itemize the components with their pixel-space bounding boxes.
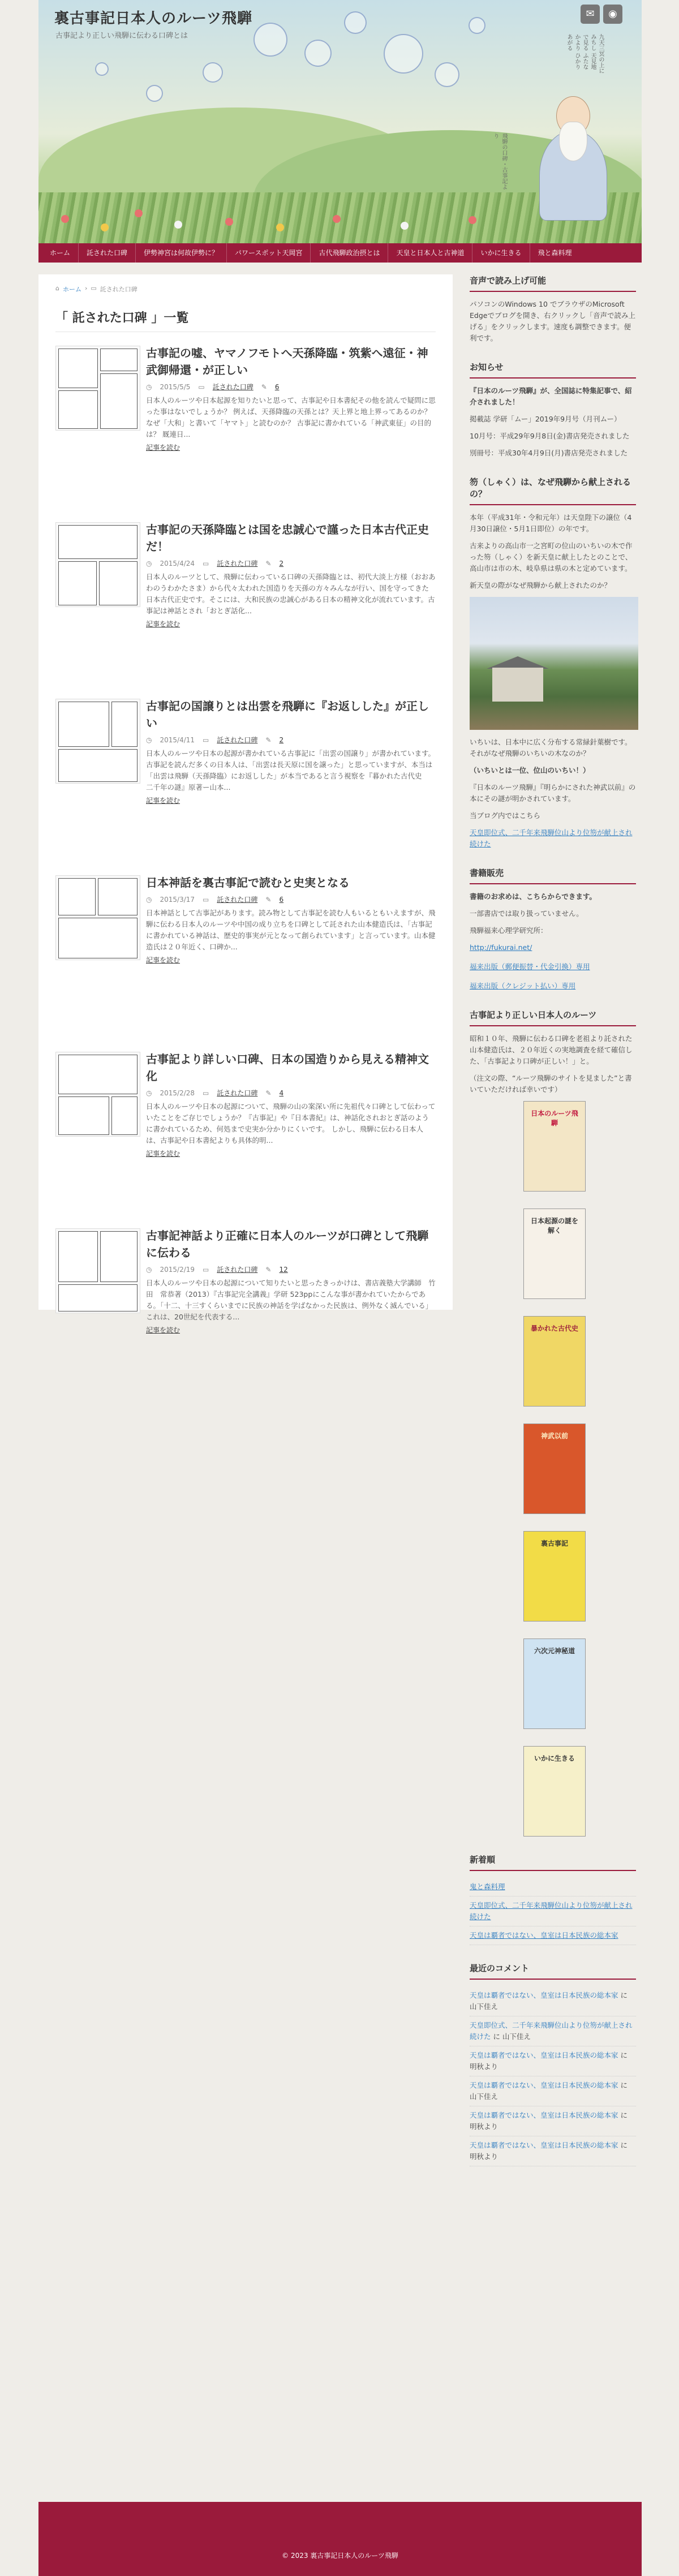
nav-item-emperor[interactable]: 天皇と日本人と古神道 bbox=[388, 243, 472, 263]
widget-text-red: （いちいとは一位、位山のいちい！） bbox=[470, 766, 590, 775]
news-item: 10月号：平成29年9月8日(金)書店発売されました bbox=[470, 432, 630, 440]
post-body bbox=[146, 1051, 436, 1158]
comment-item: 天皇は覇者ではない、皇室は日本民族の総本家 に 明秋より bbox=[470, 2136, 636, 2166]
comment-icon: ✎ bbox=[261, 382, 267, 391]
clock-icon: ◷ bbox=[146, 559, 152, 567]
post-meta bbox=[146, 735, 436, 745]
archive-title: 「 託された口碑 」一覧 bbox=[55, 308, 436, 332]
post-body bbox=[146, 1227, 436, 1335]
books-org: 飛騨福来心理学研究所： bbox=[470, 926, 548, 935]
post-title[interactable]: 日本神話を裏古事記で読むと史実となる bbox=[146, 876, 350, 889]
post-item bbox=[55, 521, 436, 685]
widget-text: パソコンのWindows 10 でブラウザのMicrosoft Edgeでブログを開き、右クリックし「音声で読み上げる」をクリックします。速度も調整できます。便利です。 bbox=[470, 300, 635, 342]
post-comments[interactable]: 2 bbox=[279, 559, 284, 567]
post-comments[interactable]: 6 bbox=[274, 382, 280, 391]
post-excerpt: 日本神話として古事記があります。読み物として古事記を読む人もいるともいえますが、飛騨に伝わる日本人のルーツや中国の成り立ちを口碑として託された山本健造氏は、「古事記に書かれている神話は、歴史的事実が元となって創られています」と言っています。山本健造氏は２０年近く、口碑か... bbox=[146, 909, 436, 951]
comment-author: 山下佳え bbox=[470, 2092, 498, 2101]
comment-post-link[interactable]: 天皇は覇者ではない、皇室は日本民族の総本家 bbox=[470, 2141, 618, 2149]
folder-icon: ▭ bbox=[198, 382, 205, 391]
folder-icon: ▭ bbox=[203, 559, 209, 567]
post-comments[interactable]: 4 bbox=[279, 1089, 284, 1097]
manga-panel bbox=[111, 1096, 137, 1135]
footer-copyright: © 2023 裏古事記日本人のルーツ飛騨 bbox=[282, 2552, 398, 2560]
header-flower bbox=[276, 223, 284, 231]
post-item bbox=[55, 345, 436, 509]
post-date: 2015/2/28 bbox=[160, 1089, 195, 1097]
post-title[interactable]: 古事記神話より正確に日本人のルーツが口碑として飛騨に伝わる bbox=[146, 1229, 429, 1259]
post-date: 2015/3/17 bbox=[160, 895, 195, 904]
folder-icon: ▭ bbox=[203, 736, 209, 744]
nav-item-kouhi[interactable]: 託された口碑 bbox=[79, 243, 136, 263]
recent-post-link[interactable]: 天皇は覇者ではない、皇室は日本民族の総本家 bbox=[470, 1926, 636, 1945]
book-title: 神武以前 bbox=[540, 1432, 568, 1440]
header-flower bbox=[101, 223, 109, 231]
order-postal-link[interactable]: 福来出版（郵便振替・代金引換）専用 bbox=[470, 962, 590, 971]
post-excerpt: 日本人のルーツや日本の起源について、飛騨の山の案深い所に先祖代々口碑として伝わっていたことをご存じでしょうか？『古事記』や『日本書紀』は、神話化されおとぎ話のように書かれているため、何処まで史実か分かりにくいです。 しかし、飛騨に伝わる日本人は、古事記や日本書紀よりも具体的明... bbox=[146, 1102, 436, 1145]
comment-icon: ✎ bbox=[265, 559, 272, 567]
nav-item-howtolive[interactable]: いかに生きる bbox=[472, 243, 530, 263]
manga-panel bbox=[58, 1096, 109, 1135]
sidebar bbox=[464, 274, 642, 2464]
nav-item-cuisine[interactable]: 飛と森料理 bbox=[538, 249, 572, 257]
fukurai-url-link[interactable]: http://fukurai.net/ bbox=[470, 943, 532, 952]
clock-icon: ◷ bbox=[146, 382, 152, 391]
header-flower bbox=[61, 215, 69, 223]
header-bubble bbox=[203, 62, 223, 83]
widget-recent bbox=[470, 1853, 636, 1945]
post-category[interactable]: 託された口碑 bbox=[217, 1266, 258, 1274]
post-title[interactable]: 古事記の嘘、ヤマノフモトへ天孫降臨・筑紫へ遠征・神武御帰還・が正しい bbox=[146, 346, 428, 377]
book-title: 日本のルーツ飛騨 bbox=[531, 1109, 578, 1127]
clock-icon: ◷ bbox=[146, 736, 152, 744]
site-footer bbox=[38, 2502, 642, 2576]
book-cover[interactable] bbox=[523, 1101, 586, 1192]
manga-panel bbox=[100, 1231, 137, 1282]
widget-title: 古事記より正しい日本人のルーツ bbox=[470, 1009, 636, 1026]
manga-panel bbox=[58, 349, 98, 388]
comment-item: 天皇は覇者ではない、皇室は日本民族の総本家 に 山下佳え bbox=[470, 2076, 636, 2106]
site-title[interactable]: 裏古事記日本人のルーツ飛騨 bbox=[54, 10, 252, 27]
header-bubble bbox=[344, 11, 367, 34]
book-cover[interactable] bbox=[523, 1424, 586, 1514]
widget-text: 本年（平成31年・令和元年）は天皇陛下の譲位（4月30日譲位・5月1日即位）の年です。 bbox=[470, 513, 632, 533]
book-title: 暴かれた古代史 bbox=[530, 1324, 578, 1332]
recent-post-link[interactable]: 天皇即位式、二千年来飛騨位山より位笏が献上され続けた bbox=[470, 1896, 636, 1926]
shaku-link[interactable]: 天皇即位式、二千年来飛騨位山より位笏が献上され続けた bbox=[470, 828, 633, 848]
site-description: 古事記より正しい飛騨に伝わる口碑とは bbox=[55, 32, 188, 40]
comment-author: 明秋より bbox=[470, 2062, 498, 2071]
clock-icon: ◷ bbox=[146, 895, 152, 904]
books-lead: 書籍のお求めは、こちらからできます。 bbox=[470, 892, 596, 901]
comment-author: 明秋より bbox=[470, 2152, 498, 2161]
nav-item-powerspot[interactable]: パワースポット天岡宮 bbox=[227, 243, 311, 263]
clock-icon: ◷ bbox=[146, 1089, 152, 1097]
comment-icon: ✎ bbox=[265, 736, 272, 744]
widget-text: 昭和１０年、飛騨に伝わる口碑を老祖より託された山本健造氏は、２０年近くの実地調査を経て確信した、「古事記より口碑が正しい！」と。 bbox=[470, 1034, 633, 1065]
comment-item: 天皇即位式、二千年来飛騨位山より位笏が献上され続けた に 山下佳え bbox=[470, 2016, 636, 2046]
post-thumbnail[interactable] bbox=[55, 1228, 140, 1313]
comment-post-link[interactable]: 天皇は覇者ではない、皇室は日本民族の総本家 bbox=[470, 2111, 618, 2119]
post-comments[interactable]: 2 bbox=[279, 736, 284, 744]
book-cover[interactable] bbox=[523, 1639, 586, 1729]
comment-post-link[interactable]: 天皇は覇者ではない、皇室は日本民族の総本家 bbox=[470, 2051, 618, 2059]
news-item: 掲載誌 学研「ムー」2019年9月号（月刊ムー） bbox=[470, 415, 621, 423]
manga-panel bbox=[58, 1284, 137, 1311]
header-flower bbox=[401, 222, 409, 230]
post-body bbox=[146, 698, 436, 805]
book-title: いかに生きる bbox=[534, 1754, 575, 1762]
comment-author: 山下佳え bbox=[502, 2032, 531, 2041]
post-thumbnail[interactable] bbox=[55, 522, 140, 607]
manga-panel bbox=[58, 749, 137, 782]
manga-panel bbox=[58, 1055, 137, 1094]
header-bubble bbox=[146, 85, 163, 102]
widget-shaku bbox=[470, 476, 636, 850]
widget-text: いちいは、日本中に広く分布する常緑針葉樹です。それがなぜ飛騨のいちいの木なのか？ bbox=[470, 738, 632, 758]
widget-books-sale bbox=[470, 867, 636, 992]
widget-title: お知らせ bbox=[470, 361, 636, 379]
comment-post-link[interactable]: 天皇は覇者ではない、皇室は日本民族の総本家 bbox=[470, 2081, 618, 2089]
manga-panel bbox=[100, 373, 137, 429]
manga-panel bbox=[100, 349, 137, 371]
manga-panel bbox=[98, 878, 137, 915]
book-cover[interactable] bbox=[523, 1316, 586, 1407]
header-vertical-text: 九天三冥の上にみちし 天見地で見る ふたなかより ひかりあがる bbox=[566, 34, 604, 74]
header-bubble bbox=[469, 17, 485, 34]
post-thumbnail[interactable] bbox=[55, 875, 140, 960]
news-item: 別冊号：平成30年4月9日(月)書店発売されました bbox=[470, 449, 628, 457]
post-date: 2015/5/5 bbox=[160, 382, 191, 391]
site-header bbox=[38, 0, 642, 243]
breadcrumb-home[interactable]: ホーム bbox=[62, 286, 81, 293]
widget-title: 音声で読み上げ可能 bbox=[470, 274, 636, 292]
manga-panel bbox=[58, 918, 137, 958]
manga-panel bbox=[58, 525, 137, 559]
post-thumbnail[interactable] bbox=[55, 1052, 140, 1137]
post-excerpt: 日本人のルーツや日本の起源について知りたいと思ったきっかけは、書店義塾大学講師 竹田 常恭著（2013）『古事記完全講義』学研 523ppにこんな事が書かれていたからである。「十二、十三すくらいまでに民族の神話を学ばなかった民族は、例外なく滅んでいる」これは、20世紀を代表する... bbox=[146, 1279, 436, 1321]
widget-roots bbox=[470, 1009, 636, 1837]
folder-icon: ▭ bbox=[203, 1265, 209, 1274]
post-item bbox=[55, 698, 436, 862]
post-category[interactable]: 託された口碑 bbox=[217, 736, 258, 744]
header-flower bbox=[333, 215, 341, 223]
read-more-link[interactable]: 記事を読む bbox=[146, 620, 181, 628]
post-item bbox=[55, 1051, 436, 1215]
main-nav bbox=[38, 243, 642, 263]
news-highlight: 『日本のルーツ飛騨』が、全国誌に特集記事で、紹介されました！ bbox=[470, 386, 632, 406]
post-body bbox=[146, 874, 436, 965]
header-bubble bbox=[95, 62, 109, 76]
manga-panel bbox=[58, 1231, 98, 1282]
post-body bbox=[146, 345, 436, 452]
read-more-link[interactable]: 記事を読む bbox=[146, 956, 181, 964]
header-flower bbox=[135, 209, 143, 217]
widget-audio bbox=[470, 274, 636, 344]
widget-title: 新着順 bbox=[470, 1853, 636, 1871]
post-excerpt: 日本人のルーツや日本の起源が書かれている古事記に「出雲の国譲り」が書かれています。 古事記を読んだ多くの日本人は、「出雲は長天原に国を譲った」と思っていますが、本当は「出雲は飛騨（天孫降臨）にお返しした」が本当であると言う視察を『暮かれた古代史 二千年の謎』原著ー山本... bbox=[146, 749, 436, 792]
folder-icon: ▭ bbox=[203, 1089, 209, 1097]
post-comments[interactable]: 6 bbox=[279, 895, 284, 904]
nav-item-home[interactable]: ホーム bbox=[42, 243, 79, 263]
comment-post-link[interactable]: 天皇は覇者ではない、皇室は日本民族の総本家 bbox=[470, 1991, 618, 1999]
sage-caption: 飛騨の口碑・古事記より bbox=[492, 133, 507, 190]
post-category[interactable]: 託された口碑 bbox=[217, 560, 258, 567]
feedly-icon[interactable]: ✉ bbox=[581, 5, 600, 24]
manga-panel bbox=[99, 561, 137, 605]
post-date: 2015/2/19 bbox=[160, 1265, 195, 1274]
book-cover[interactable] bbox=[523, 1209, 586, 1299]
book-cover[interactable] bbox=[523, 1746, 586, 1837]
post-category[interactable]: 託された口碑 bbox=[212, 383, 253, 391]
manga-panel bbox=[111, 702, 137, 747]
book-title: 日本起源の謎を解く bbox=[530, 1217, 578, 1235]
header-bubble bbox=[435, 62, 459, 87]
village-photo bbox=[470, 597, 638, 730]
post-item bbox=[55, 874, 436, 1038]
post-thumbnail[interactable] bbox=[55, 699, 140, 784]
house-roof bbox=[487, 656, 549, 669]
post-date: 2015/4/11 bbox=[160, 736, 195, 744]
book-title: 裏古事記 bbox=[540, 1539, 568, 1547]
comment-item: 天皇は覇者ではない、皇室は日本民族の総本家 に 明秋より bbox=[470, 2046, 636, 2076]
widget-title: 笏（しゃく）は、なぜ飛騨から献上されるの？ bbox=[470, 476, 636, 505]
post-excerpt: 日本人のルーツや日本起源を知りたいと思って、古事記や日本書紀その他を読んで疑問に思った事はないでしょうか？ 例えば、天孫降臨の天孫とは？天上界と地上界ってあるのか？ なぜ「大和」と書いて「ヤマト」と読むのか？ 古事記に書かれている「神武東征」の目的は？ 厩連日... bbox=[146, 396, 436, 438]
read-more-link[interactable]: 記事を読む bbox=[146, 1150, 181, 1158]
header-flower bbox=[469, 216, 476, 224]
manga-panel bbox=[58, 702, 109, 747]
widget-title: 最近のコメント bbox=[470, 1962, 636, 1980]
post-meta bbox=[146, 894, 436, 904]
folder-icon: ▭ bbox=[203, 895, 209, 904]
folder-icon: ▭ bbox=[91, 285, 97, 292]
order-credit-link[interactable]: 福来出版（クレジット払い）専用 bbox=[470, 982, 576, 990]
widget-title: 書籍販売 bbox=[470, 867, 636, 884]
header-flower bbox=[225, 218, 233, 226]
comment-author: 山下佳え bbox=[470, 2002, 498, 2011]
rss-icon[interactable]: ◉ bbox=[603, 5, 622, 24]
post-title[interactable]: 古事記の天孫降臨とは国を忠誠心で謹った日本古代正史だ！ bbox=[146, 523, 429, 553]
breadcrumb-separator: › bbox=[84, 285, 88, 292]
recent-post-link[interactable]: 鬼と森料理 bbox=[470, 1878, 636, 1896]
post-meta bbox=[146, 558, 436, 568]
book-cover[interactable] bbox=[523, 1531, 586, 1622]
comment-icon: ✎ bbox=[265, 1089, 272, 1097]
widget-text: 古来よりの高山市一之宮町の位山のいちいの木で作った笏（しゃく）を新天皇に献上したとのことで、高山市は市の木、岐阜県は県の木と定めています。 bbox=[470, 541, 633, 573]
breadcrumb-current: 託された口碑 bbox=[100, 286, 137, 293]
post-title[interactable]: 古事記より詳しい口碑、日本の国造りから見える精神文化 bbox=[146, 1052, 429, 1083]
home-icon: ⌂ bbox=[55, 285, 59, 292]
widget-text: 当ブログ内ではこちら bbox=[470, 811, 541, 820]
header-bubble bbox=[304, 40, 332, 67]
comment-item: 天皇は覇者ではない、皇室は日本民族の総本家 に 山下佳え bbox=[470, 1986, 636, 2016]
post-category[interactable]: 託された口碑 bbox=[217, 896, 258, 904]
widget-text: （注文の際、“ルーツ飛騨のサイトを見ました”と書いていただければ幸いです） bbox=[470, 1074, 632, 1094]
book-title: 六次元神秘道 bbox=[534, 1647, 575, 1655]
post-meta bbox=[146, 1088, 436, 1098]
post-excerpt: 日本人のルーツとして、飛騨に伝わっている口碑の天孫降臨とは、初代大淡上方様（おおあわのうわかたさま）から代々太われた国造りを天孫の方々みんなが行い、国を守ってきた日本古代正史です。そこには、大和民族の忠誠心がある日本の精神文化が流れています。古事記は神話とされ「おとぎ話化... bbox=[146, 573, 436, 615]
header-bubble bbox=[384, 34, 423, 74]
manga-panel bbox=[58, 561, 97, 605]
post-item bbox=[55, 1227, 436, 1391]
comment-item: 天皇は覇者ではない、皇室は日本民族の総本家 に 明秋より bbox=[470, 2106, 636, 2136]
header-bubble bbox=[253, 23, 287, 57]
clock-icon: ◷ bbox=[146, 1265, 152, 1274]
read-more-link[interactable]: 記事を読む bbox=[146, 444, 181, 451]
post-body bbox=[146, 521, 436, 629]
widget-text: 『日本のルーツ飛騨』『明らかにされた神武以前』の本にその謎が明かされています。 bbox=[470, 783, 636, 803]
manga-panel bbox=[58, 878, 96, 915]
sage-beard bbox=[559, 122, 587, 161]
main-content bbox=[38, 274, 453, 1334]
house bbox=[492, 668, 543, 702]
books-note: 一部書店では取り扱っていません。 bbox=[470, 909, 583, 918]
read-more-link[interactable]: 記事を読む bbox=[146, 1326, 181, 1334]
breadcrumb bbox=[55, 285, 436, 294]
nav-item-politics[interactable]: 古代飛騨政治摂とは bbox=[311, 243, 388, 263]
post-title[interactable]: 古事記の国譲りとは出雲を飛騨に『お返しした』が正しい bbox=[146, 699, 429, 730]
post-date: 2015/4/24 bbox=[160, 559, 195, 567]
sage-illustration bbox=[531, 91, 616, 221]
comment-post-link[interactable]: 天皇即位式、二千年来飛騨位山より位笏が献上され続けた bbox=[470, 2021, 633, 2041]
widget-comments bbox=[470, 1962, 636, 2166]
header-flower bbox=[174, 221, 182, 229]
post-category[interactable]: 託された口碑 bbox=[217, 1089, 258, 1097]
comment-icon: ✎ bbox=[265, 895, 272, 904]
manga-panel bbox=[58, 390, 98, 429]
post-meta bbox=[146, 382, 436, 392]
comment-icon: ✎ bbox=[265, 1265, 272, 1274]
comment-author: 明秋より bbox=[470, 2122, 498, 2131]
read-more-link[interactable]: 記事を読む bbox=[146, 797, 181, 805]
post-comments[interactable]: 12 bbox=[279, 1265, 288, 1274]
widget-text: 新天皇の際がなぜ飛騨から献上されたのか？ bbox=[470, 581, 612, 590]
post-meta bbox=[146, 1265, 436, 1274]
post-thumbnail[interactable] bbox=[55, 346, 140, 431]
widget-news bbox=[470, 361, 636, 459]
nav-item-ise[interactable]: 伊勢神宮は何故伊勢に？ bbox=[136, 243, 227, 263]
